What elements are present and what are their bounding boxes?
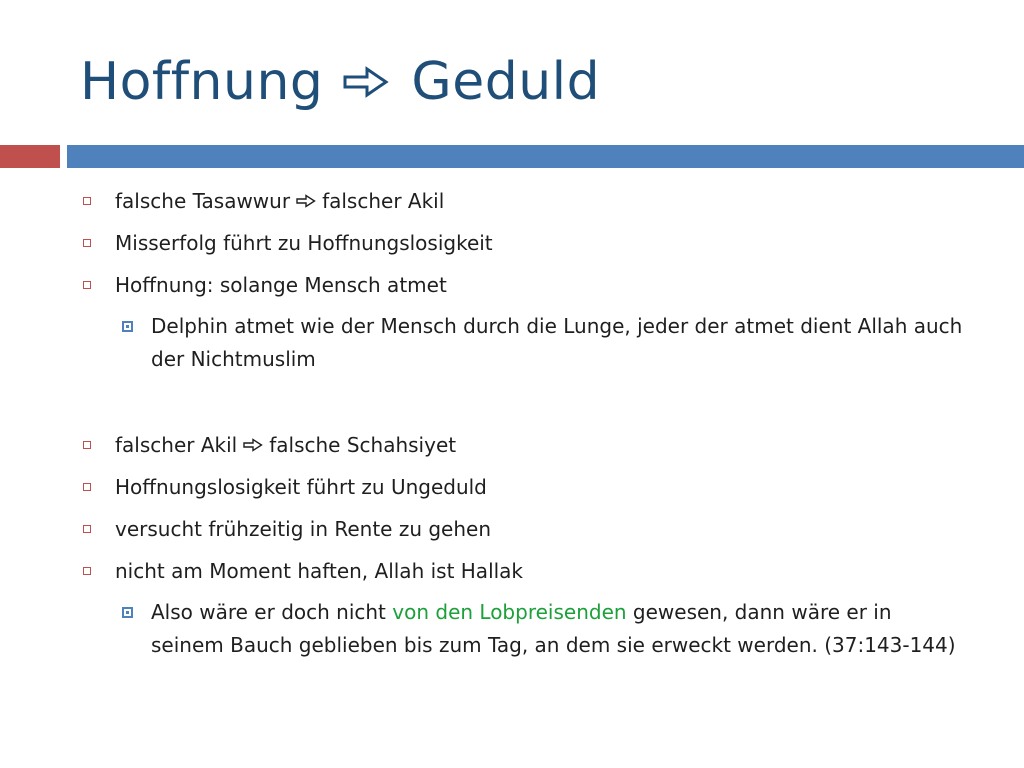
bullet-list [0,186,1024,674]
hollow-square-bullet-icon [83,197,91,205]
item-text: falsche Schahsiyet [269,433,457,457]
item-text: gewesen, dann wäre er in seinem Bauch geblieben bis zum Tag, an dem sie erweckt werden. (37:143-144) [151,600,956,657]
slide-title [80,52,600,112]
list-item [0,270,1024,300]
hollow-square-bullet-icon [83,567,91,575]
highlighted-text: von den Lobpreisenden [392,600,627,624]
spacer [0,388,1024,430]
hollow-square-bullet-icon [83,239,91,247]
item-text: falsche Tasawwur [115,189,291,213]
square-in-square-bullet-icon [122,321,133,332]
item-text: Hoffnungslosigkeit führt zu Ungeduld [115,475,487,499]
item-text: versucht frühzeitig in Rente zu gehen [115,517,492,541]
sub-list-item [0,310,1024,376]
hollow-square-bullet-icon [83,281,91,289]
title-right: Geduld [411,52,601,112]
item-text: falscher Akil [115,433,238,457]
item-text: falscher Akil [322,189,445,213]
item-text: Delphin atmet wie der Mensch durch die Lunge, jeder der atmet dient Allah auch der Nichtmuslim [151,314,963,371]
list-item [0,556,1024,586]
item-text: nicht am Moment haften, Allah ist Hallak [115,559,524,583]
right-arrow-icon [296,194,316,208]
hollow-square-bullet-icon [83,525,91,533]
list-item [0,186,1024,216]
square-in-square-bullet-icon [122,607,133,618]
accent-bar-red [0,145,60,168]
item-text: Also wäre er doch nicht [151,600,393,624]
title-left: Hoffnung [80,52,324,112]
right-arrow-icon [343,66,389,98]
item-text: Misserfolg führt zu Hoffnungslosigkeit [115,231,493,255]
list-item [0,514,1024,544]
list-item [0,228,1024,258]
list-item [0,430,1024,460]
hollow-square-bullet-icon [83,483,91,491]
item-text: Hoffnung: solange Mensch atmet [115,273,447,297]
sub-list-item [0,596,1024,662]
right-arrow-icon [243,438,263,452]
accent-bar-blue [67,145,1024,168]
list-item [0,472,1024,502]
hollow-square-bullet-icon [83,441,91,449]
